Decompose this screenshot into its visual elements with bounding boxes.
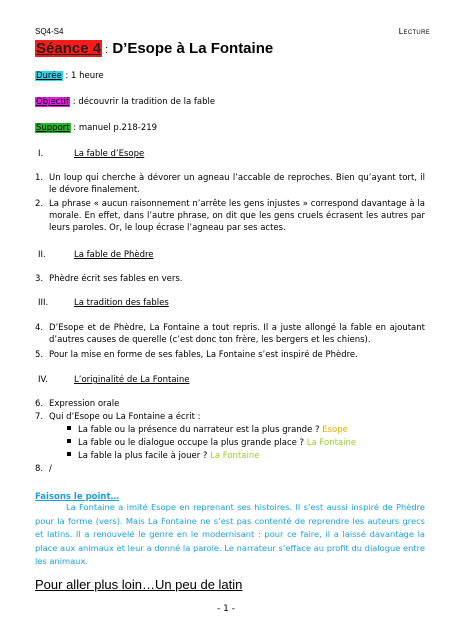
item-text: Pour la mise en forme de ses fables, La Fontaine s’est inspiré de Phèdre. <box>49 350 358 360</box>
bullet-question: La fable ou la présence du narrateur est la plus grande ? <box>78 425 323 435</box>
item-number: 3. <box>35 274 44 284</box>
answer-item-7 <box>35 411 425 423</box>
summary-heading: Faisons le point… <box>35 492 120 502</box>
bullet-item-3 <box>67 450 259 462</box>
answer-item-2 <box>35 198 425 234</box>
meta-duree-label: Durée <box>36 71 62 81</box>
meta-support-value: : manuel p.218-219 <box>70 123 158 133</box>
item-text: / <box>49 464 52 474</box>
section-heading-3 <box>38 297 169 309</box>
title-colon: : <box>102 44 109 56</box>
header-subject: Lecture <box>398 27 430 36</box>
item-number: 2. <box>35 199 44 209</box>
meta-support <box>35 122 157 134</box>
item-number: 7. <box>35 412 44 422</box>
answer-item-1 <box>35 172 425 196</box>
answer-item-3 <box>35 273 425 285</box>
bullet-item-1 <box>67 424 348 436</box>
meta-objectif-value: : découvrir la tradition de la fable <box>70 97 216 107</box>
section-heading-2 <box>38 249 154 261</box>
section-title: La fable de Phèdre <box>74 250 154 260</box>
meta-duree <box>35 70 104 82</box>
section-number: III. <box>38 298 49 308</box>
meta-duree-value: : 1 heure <box>62 71 104 81</box>
item-number: 1. <box>35 173 44 183</box>
item-number: 5. <box>35 350 44 360</box>
section-heading-4 <box>38 374 190 386</box>
answer-item-8 <box>35 463 425 475</box>
item-text: Qui d’Esope ou La Fontaine a écrit : <box>49 412 201 422</box>
answer-item-5 <box>35 349 425 361</box>
meta-support-label: Support <box>36 123 70 133</box>
summary-body: La Fontaine a imité Esope en reprenant ses histoires. Il s’est aussi inspiré de Phèdre pour la forme (vers). Mais La Fontaine ne s’est pas contenté de reprendre les auteurs grecs et latins. Il a renouvelé le genre en le modernisant : pour ce faire, il a laissé davantage la place aux animaux et leur a donné la parole. Le narrateur s’efface au profit du dialogue entre les animaux. <box>35 502 425 567</box>
bullet-question: La fable ou le dialogue occupe la plus grande place ? <box>78 438 307 448</box>
answer-item-6 <box>35 398 425 410</box>
further-heading: Pour aller plus loin…Un peu de latin <box>35 577 243 592</box>
section-title: L’originalité de La Fontaine <box>74 375 190 385</box>
item-text: Phèdre écrit ses fables en vers. <box>49 274 183 284</box>
item-text: D’Esope et de Phèdre, La Fontaine a tout repris. Il a juste allongé la fable en ajoutant d’autres causes de querelle (c’est donc ton frère, les bergers et les chiens). <box>49 323 425 345</box>
item-text: Un loup qui cherche à dévorer un agneau l’accable de reproches. Bien qu’ayant tort, il le dévore finalement. <box>49 173 425 195</box>
section-title: La fable d’Esope <box>74 149 145 159</box>
title-text: D’Esope à La Fontaine <box>108 40 274 57</box>
page-number: - 1 - <box>217 604 235 614</box>
title-session-number: Séance 4 <box>36 40 102 57</box>
bullet-answer: La Fontaine <box>210 451 260 461</box>
square-bullet-icon <box>67 426 71 430</box>
header-class-code: SQ4-S4 <box>35 27 64 36</box>
answer-item-4 <box>35 322 425 346</box>
item-number: 8. <box>35 464 44 474</box>
section-number: IV. <box>38 375 48 385</box>
meta-objectif <box>35 96 215 108</box>
square-bullet-icon <box>67 439 71 443</box>
item-text: Expression orale <box>49 399 120 409</box>
meta-objectif-label: Objectif <box>36 97 70 107</box>
item-number: 4. <box>35 323 44 333</box>
item-text: La phrase « aucun raisonnement n’arrête les gens injustes » correspond davantage à la morale. En effet, dans l’autre phrase, on dit que les gens cruels écrasent les autres par leurs paroles. Or, le loup écrase l’agneau par ses actes. <box>49 199 425 233</box>
section-number: I. <box>38 149 44 159</box>
bullet-answer: Esope <box>322 425 348 435</box>
bullet-answer: La Fontaine <box>306 438 357 448</box>
section-heading-1 <box>38 148 144 160</box>
page-title <box>35 40 273 57</box>
item-number: 6. <box>35 399 44 409</box>
bullet-item-2 <box>67 437 356 449</box>
section-title: La tradition des fables <box>74 298 169 308</box>
square-bullet-icon <box>67 452 71 456</box>
bullet-question: La fable la plus facile à jouer ? <box>78 451 211 461</box>
section-number: II. <box>38 250 46 260</box>
